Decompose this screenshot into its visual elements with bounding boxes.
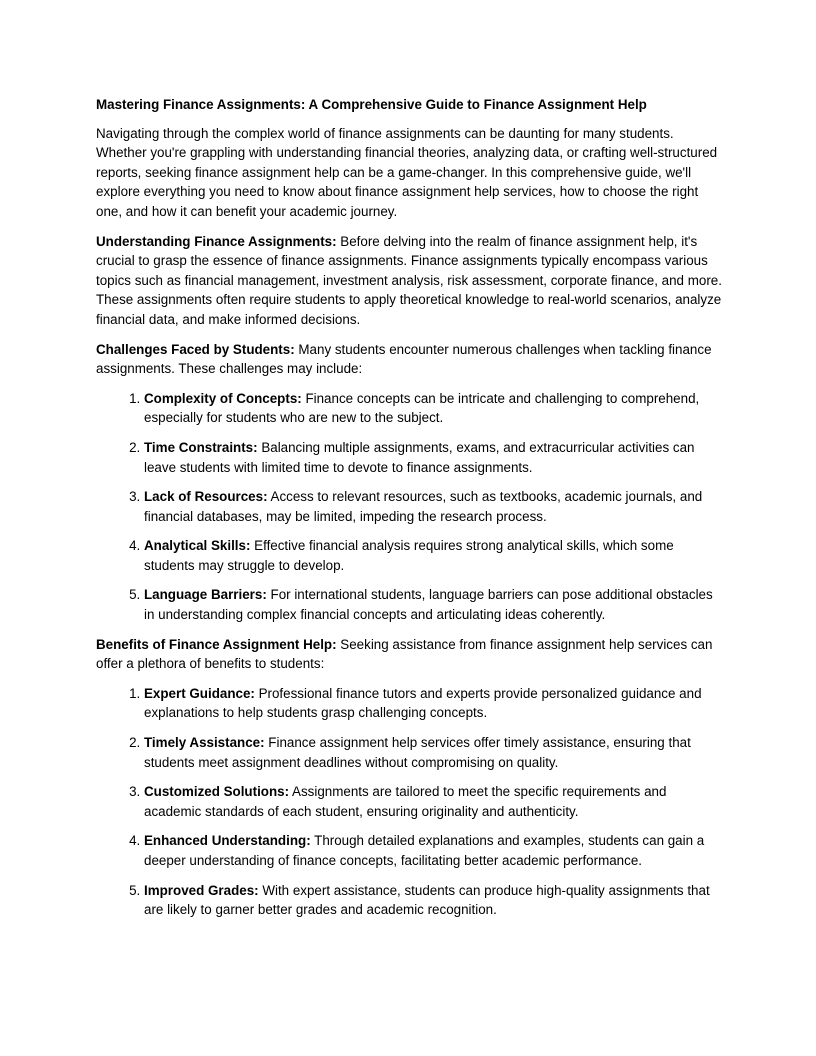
list-item-text: Finance concepts can be intricate and challenging to comprehend, especially for students who are new to the subject. — [144, 390, 700, 426]
benefits-heading: Benefits of Finance Assignment Help: — [96, 636, 337, 652]
list-item — [144, 438, 722, 477]
list-item-text: Effective financial analysis requires strong analytical skills, which some students may struggle to develop. — [144, 538, 674, 573]
list-item-text: Finance assignment help services offer timely assistance, ensuring that students meet assignment deadlines without compromising on quality. — [144, 735, 691, 770]
document-title: Mastering Finance Assignments: A Comprehensive Guide to Finance Assignment Help — [96, 97, 647, 112]
list-item-text: Professional finance tutors and experts provide personalized guidance and explanations to help students grasp challenging concepts. — [144, 685, 702, 721]
list-item-text: With expert assistance, students can produce high-quality assignments that are likely to garner better grades and academic recognition. — [144, 882, 710, 918]
challenges-list — [96, 389, 722, 625]
list-item-term: Analytical Skills: — [144, 538, 251, 554]
list-item-text: Through detailed explanations and examples, students can gain a deeper understanding of finance concepts, facilitating better academic performance. — [144, 833, 705, 868]
list-item-term: Language Barriers: — [144, 587, 267, 603]
document-page — [96, 95, 722, 930]
list-item — [144, 585, 722, 624]
list-item-term: Lack of Resources: — [144, 489, 268, 505]
list-item-term: Timely Assistance: — [144, 735, 265, 751]
benefits-list — [96, 684, 722, 920]
understanding-heading: Understanding Finance Assignments: — [96, 233, 337, 249]
list-item-text: For international students, language barriers can pose additional obstacles in understanding complex financial concepts and articulating ideas coherently. — [144, 587, 713, 623]
list-item-term: Enhanced Understanding: — [144, 833, 311, 849]
list-item-term: Complexity of Concepts: — [144, 390, 302, 406]
list-item — [144, 881, 722, 920]
list-item-text: Balancing multiple assignments, exams, and extracurricular activities can leave students with limited time to devote to finance assignments. — [144, 439, 695, 475]
benefits-paragraph — [96, 635, 722, 674]
list-item-term: Expert Guidance: — [144, 685, 255, 701]
list-item-text: Assignments are tailored to meet the specific requirements and academic standards of each student, ensuring originality and authenticity. — [144, 784, 667, 819]
list-item-text: Access to relevant resources, such as textbooks, academic journals, and financial databases, may be limited, impeding the research process. — [144, 489, 703, 524]
list-item-term: Improved Grades: — [144, 882, 259, 898]
list-item-term: Time Constraints: — [144, 439, 258, 455]
benefits-text: Seeking assistance from finance assignment help services can offer a plethora of benefits to students: — [96, 636, 713, 672]
list-item — [144, 782, 722, 821]
challenges-heading: Challenges Faced by Students: — [96, 341, 295, 357]
list-item — [144, 487, 722, 526]
list-item — [144, 389, 722, 428]
challenges-text: Many students encounter numerous challenges when tackling finance assignments. These challenges may include: — [96, 341, 712, 377]
list-item — [144, 684, 722, 723]
intro-paragraph: Navigating through the complex world of finance assignments can be daunting for many students. Whether you're grappling with understanding financial theories, analyzing data, or crafting well-structured reports, seeking finance assignment help can be a game-changer. In this comprehensive guide, we'll explore everything you need to know about finance assignment help services, how to choose the right one, and how it can benefit your academic journey. — [96, 125, 718, 219]
understanding-paragraph — [96, 232, 722, 330]
list-item — [144, 733, 722, 772]
challenges-paragraph — [96, 340, 722, 379]
list-item-term: Customized Solutions: — [144, 784, 290, 800]
list-item — [144, 831, 722, 870]
understanding-text: Before delving into the realm of finance assignment help, it's crucial to grasp the essence of finance assignments. Finance assignments typically encompass various topics such as financial management, investment analysis, risk assessment, corporate finance, and more. These assignments often require students to apply theoretical knowledge to real-world scenarios, analyze financial data, and make informed decisions. — [96, 233, 722, 327]
list-item — [144, 536, 722, 575]
